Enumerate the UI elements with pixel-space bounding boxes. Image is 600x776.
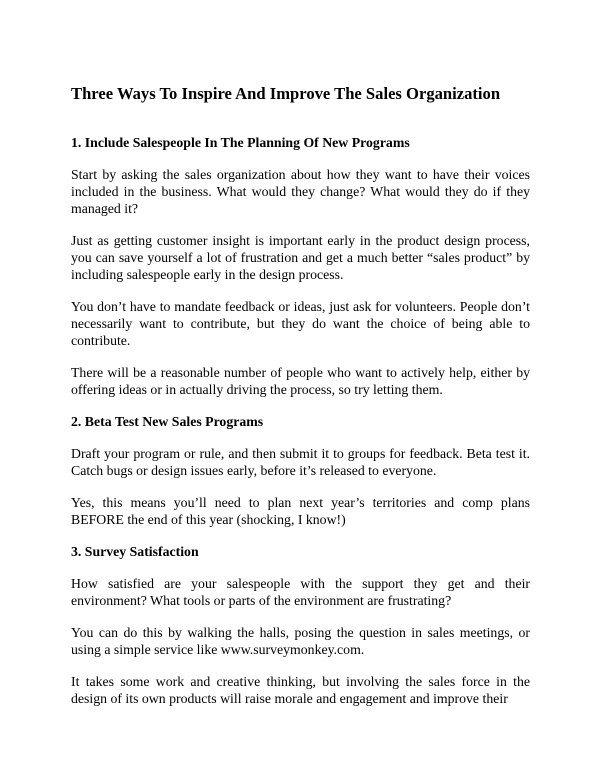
document-title: Three Ways To Inspire And Improve The Sales Organization	[71, 84, 501, 103]
section-heading: 1. Include Salespeople In The Planning Of New Programs	[71, 135, 410, 150]
section-include-salespeople	[71, 134, 530, 398]
section-heading: 2. Beta Test New Sales Programs	[71, 414, 264, 429]
paragraph: Just as getting customer insight is important early in the product design process, you can save yourself a lot of frustration and get a much better “sales product” by including salespeople early in the design process.	[71, 233, 530, 282]
paragraph: Yes, this means you’ll need to plan next year’s territories and comp plans BEFORE the end of this year (shocking, I know!)	[71, 495, 530, 527]
section-survey-satisfaction	[71, 543, 530, 707]
paragraph: It takes some work and creative thinking, but involving the sales force in the design of its own products will raise morale and engagement and improve their	[71, 674, 530, 706]
paragraph: You don’t have to mandate feedback or ideas, just ask for volunteers. People don’t necessarily want to contribute, but they do want the choice of being able to contribute.	[71, 299, 530, 348]
paragraph: There will be a reasonable number of people who want to actively help, either by offering ideas or in actually driving the process, so try letting them.	[71, 365, 530, 397]
paragraph: How satisfied are your salespeople with the support they get and their environment? What tools or parts of the environment are frustrating?	[71, 576, 530, 608]
section-beta-test	[71, 413, 530, 528]
paragraph: Draft your program or rule, and then submit it to groups for feedback. Beta test it. Catch bugs or design issues early, before it’s released to everyone.	[71, 446, 530, 478]
document-page	[71, 84, 530, 722]
paragraph: You can do this by walking the halls, posing the question in sales meetings, or using a simple service like www.surveymonkey.com.	[71, 625, 530, 657]
paragraph: Start by asking the sales organization about how they want to have their voices included in the business. What would they change? What would they do if they managed it?	[71, 167, 530, 216]
section-heading: 3. Survey Satisfaction	[71, 544, 199, 559]
